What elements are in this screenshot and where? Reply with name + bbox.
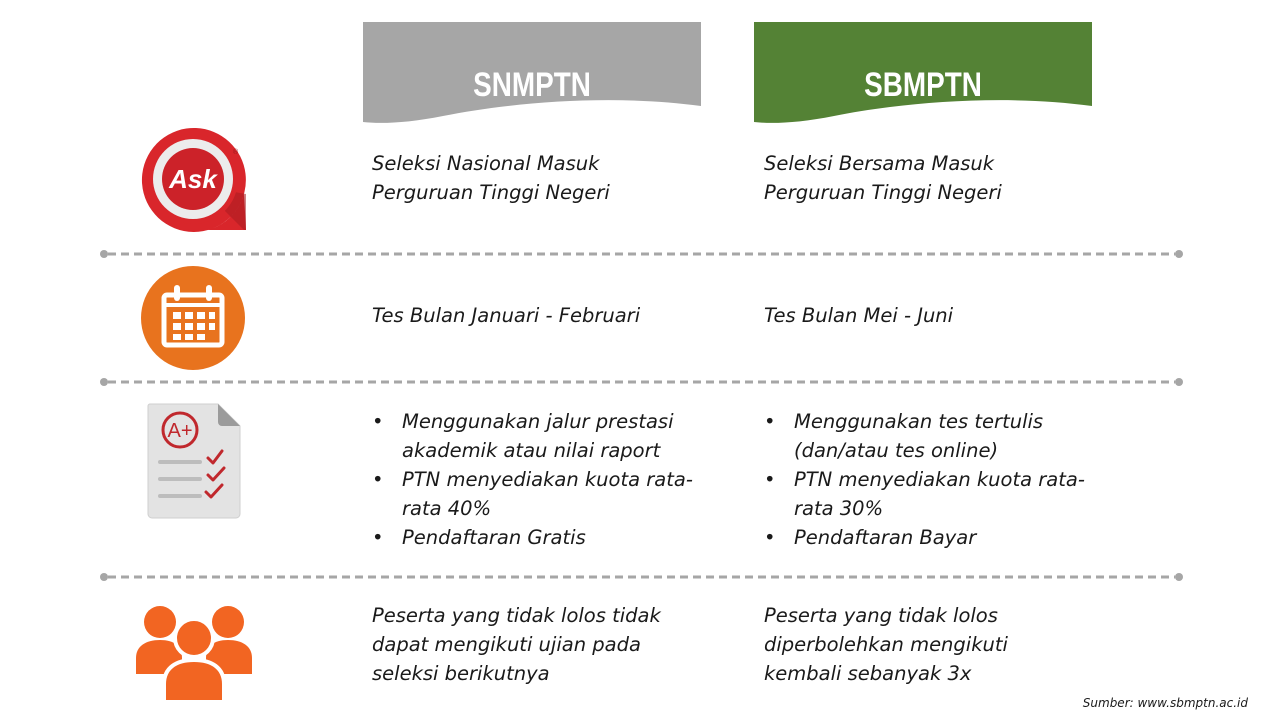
source-note: Sumber: www.sbmptn.ac.id: [1082, 696, 1248, 710]
sbmptn-header: [754, 22, 1092, 126]
list-item: • Menggunakan tes tertulis (dan/atau tes online): [764, 407, 1085, 465]
snmptn-header: [363, 22, 701, 126]
sbmptn-title: SBMPTN: [864, 66, 982, 104]
snmptn-title: SNMPTN: [473, 66, 591, 104]
list-item: • PTN menyediakan kuota rata- rata 30%: [764, 465, 1085, 523]
list-item: • Pendaftaran Bayar: [764, 523, 1085, 552]
row3-sbmptn-list: [764, 407, 1085, 552]
list-item: • PTN menyediakan kuota rata- rata 40%: [372, 465, 693, 523]
ask-icon: [138, 124, 248, 234]
grade-text: A+: [167, 420, 193, 442]
ask-logo-text: Ask: [169, 164, 217, 194]
row-divider: [100, 572, 1183, 582]
calendar-icon: [140, 265, 246, 371]
people-group-icon: [136, 602, 252, 702]
svg-text:®: ®: [233, 149, 239, 156]
row2-snmptn-text: Tes Bulan Januari - Februari: [372, 304, 641, 327]
row4-sbmptn-text: Peserta yang tidak lolos diperbolehkan mengikuti kembali sebanyak 3x: [764, 604, 1008, 685]
row-divider: [100, 377, 1183, 387]
list-item: • Pendaftaran Gratis: [372, 523, 693, 552]
row1-snmptn-text: Seleksi Nasional Masuk Perguruan Tinggi Negeri: [372, 152, 610, 204]
graded-checklist-icon: [146, 402, 242, 520]
row3-snmptn-list: [372, 407, 693, 552]
row2-sbmptn-text: Tes Bulan Mei - Juni: [764, 304, 954, 327]
row1-sbmptn-text: Seleksi Bersama Masuk Perguruan Tinggi Negeri: [764, 152, 1002, 204]
row-divider: [100, 249, 1183, 259]
list-item: • Menggunakan jalur prestasi akademik atau nilai raport: [372, 407, 693, 465]
row4-snmptn-text: Peserta yang tidak lolos tidak dapat mengikuti ujian pada seleksi berikutnya: [372, 604, 661, 685]
